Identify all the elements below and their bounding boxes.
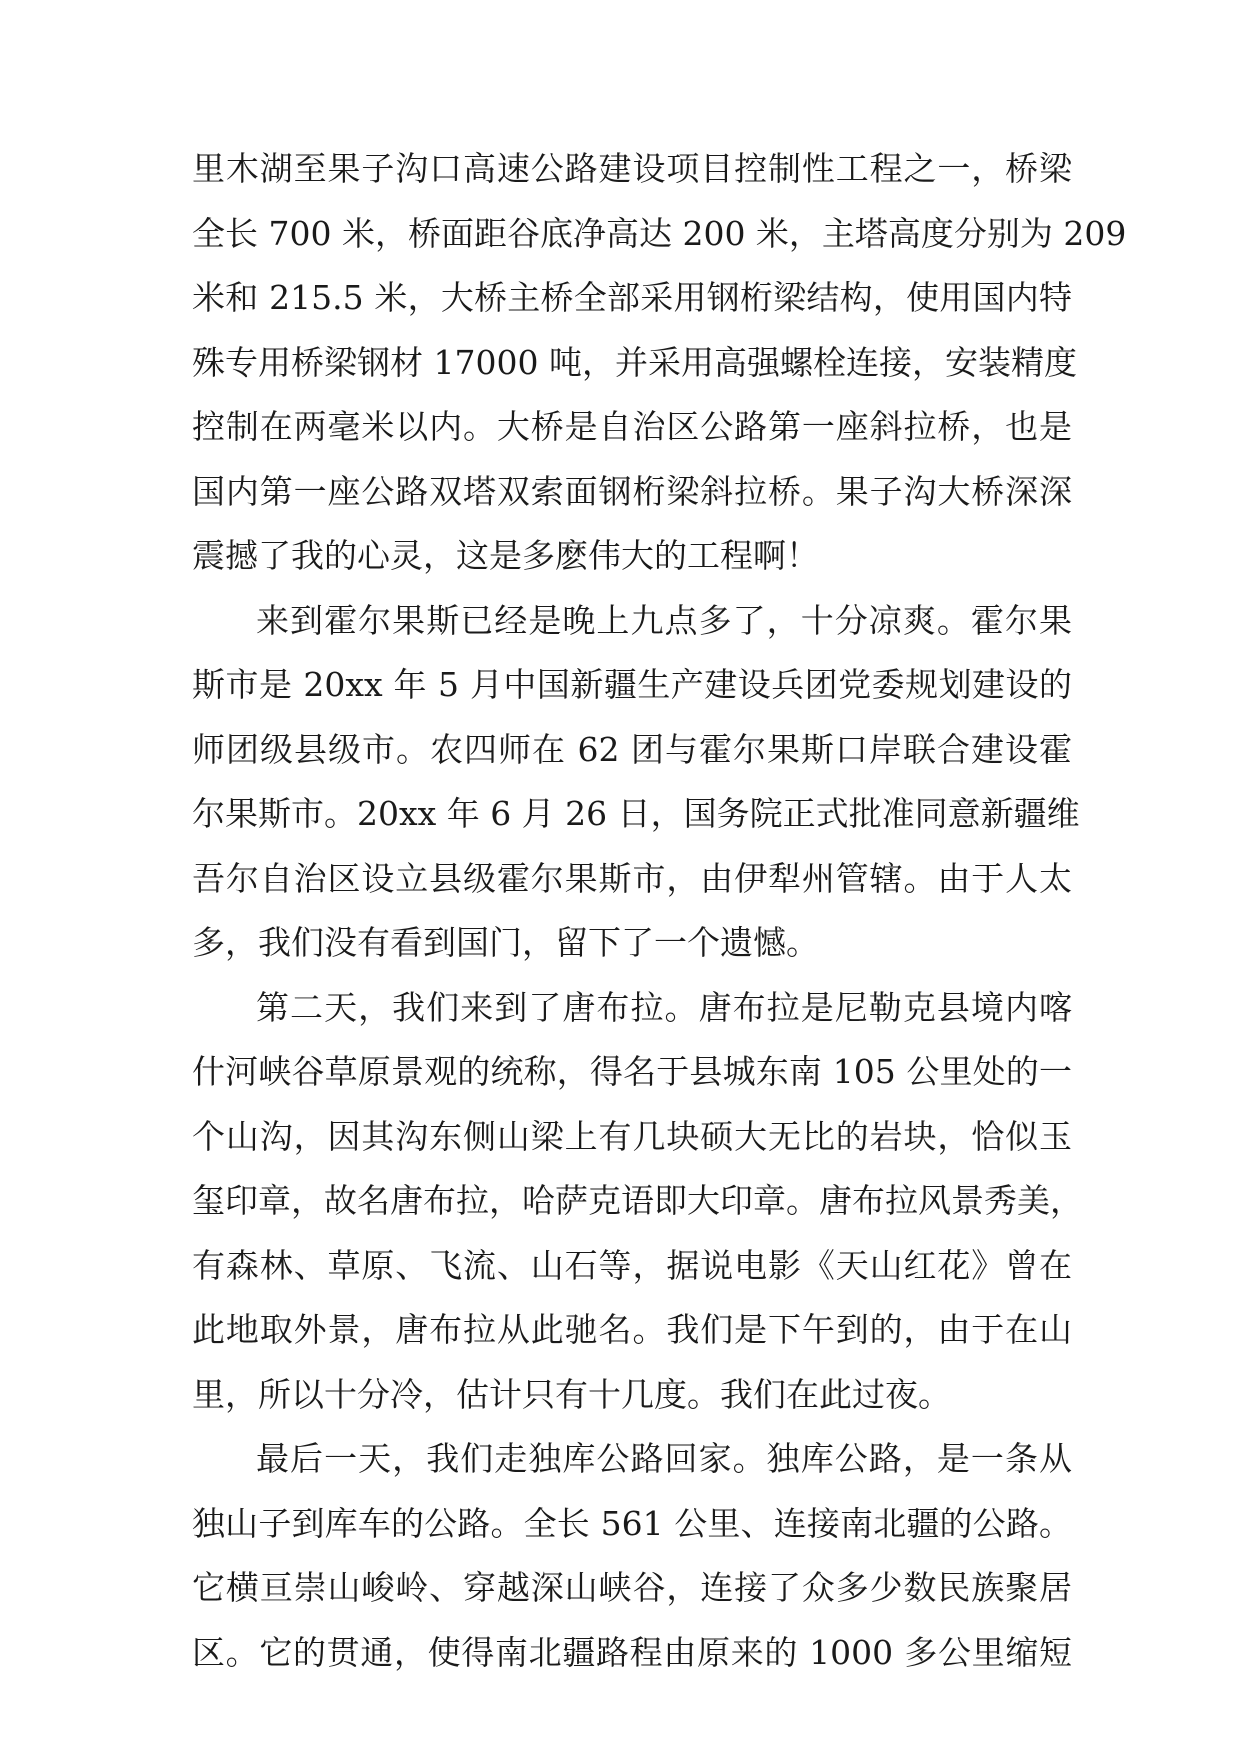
text-line: 有森林、草原、飞流、山石等，据说电影《天山红花》曾在 <box>192 1245 1072 1285</box>
text-line: 里木湖至果子沟口高速公路建设项目控制性工程之一，桥梁 <box>192 149 1072 188</box>
text-line: 区。它的贯通，使得南北疆路程由原来的 1000 多公里缩短 <box>192 1632 1072 1672</box>
text-line: 控制在两毫米以内。大桥是自治区公路第一座斜拉桥，也是 <box>192 407 1072 446</box>
paragraph-start-line: 来到霍尔果斯已经是晚上九点多了，十分凉爽。霍尔果 <box>256 600 1072 640</box>
text-line: 国内第一座公路双塔双索面钢桁梁斜拉桥。果子沟大桥深深 <box>192 471 1072 511</box>
text-line: 独山子到库车的公路。全长 561 公里、连接南北疆的公路。 <box>192 1503 1072 1543</box>
paragraph-end-line: 多，我们没有看到国门，留下了一个遗憾。 <box>192 923 819 962</box>
paragraph-end-line: 里，所以十分冷，估计只有十几度。我们在此过夜。 <box>192 1374 951 1414</box>
text-line: 吾尔自治区设立县级霍尔果斯市，由伊犁州管辖。由于人太 <box>192 858 1072 898</box>
text-line: 它横亘崇山峻岭、穿越深山峡谷，连接了众多少数民族聚居 <box>192 1568 1072 1607</box>
text-line: 斯市是 20xx 年 5 月中国新疆生产建设兵团党委规划建设的 <box>192 665 1072 704</box>
paragraph-end-line: 震撼了我的心灵，这是多麽伟大的工程啊！ <box>192 536 819 575</box>
text-line: 尔果斯市。20xx 年 6 月 26 日，国务院正式批准同意新疆维 <box>192 794 1080 833</box>
text-line: 此地取外景，唐布拉从此驰名。我们是下午到的，由于在山 <box>192 1310 1072 1349</box>
text-line: 个山沟，因其沟东侧山梁上有几块硕大无比的岩块，恰似玉 <box>192 1116 1072 1156</box>
text-line: 师团级县级市。农四师在 62 团与霍尔果斯口岸联合建设霍 <box>192 729 1072 769</box>
text-line: 什河峡谷草原景观的统称，得名于县城东南 105 公里处的一 <box>192 1052 1072 1091</box>
document-body <box>192 137 1127 1685</box>
paragraph-start-line: 最后一天，我们走独库公路回家。独库公路，是一条从 <box>256 1439 1072 1478</box>
text-line: 殊专用桥梁钢材 17000 吨，并采用高强螺栓连接，安装精度 <box>192 342 1077 382</box>
text-line: 米和 215.5 米，大桥主桥全部采用钢桁梁结构，使用国内特 <box>192 278 1072 317</box>
paragraph-start-line: 第二天，我们来到了唐布拉。唐布拉是尼勒克县境内喀 <box>256 987 1072 1027</box>
text-line: 全长 700 米，桥面距谷底净高达 200 米，主塔高度分别为 209 <box>192 213 1127 253</box>
text-line: 玺印章，故名唐布拉，哈萨克语即大印章。唐布拉风景秀美， <box>192 1181 1083 1220</box>
